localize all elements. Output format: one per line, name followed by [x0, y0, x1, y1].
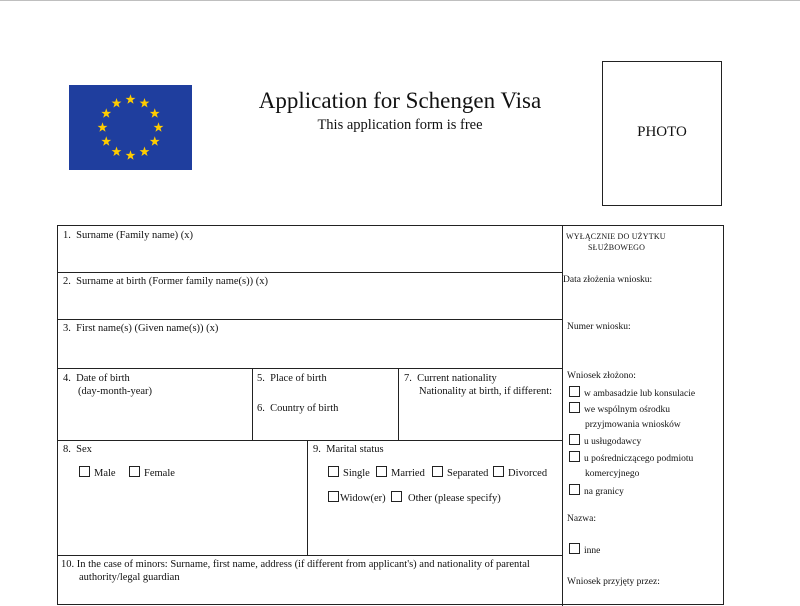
field-first-names[interactable] — [63, 323, 218, 336]
checkbox[interactable] — [391, 491, 402, 502]
field-marital-status-label: Marital status — [326, 444, 384, 455]
field-minors-guardian-label-cont: authority/legal guardian — [79, 571, 180, 583]
checkbox[interactable] — [328, 491, 339, 502]
official-use-heading-line2: SŁUŻBOWEGO — [588, 243, 646, 252]
option-label: Single — [343, 468, 370, 479]
field-number: 8. — [63, 444, 71, 455]
checkbox[interactable] — [493, 466, 504, 477]
field-surname-at-birth[interactable] — [63, 276, 268, 289]
field-nationality-at-birth-label: Nationality at birth, if different: — [419, 385, 553, 397]
option-label: Widow(er) — [340, 493, 386, 504]
col-divider-8-9 — [307, 440, 308, 555]
field-number: 3. — [63, 323, 71, 334]
checkbox[interactable] — [328, 466, 339, 477]
field-surname-at-birth-label: Surname at birth (Former family name(s)) (x) — [76, 276, 268, 287]
field-date-of-birth-label: Date of birth — [76, 373, 130, 384]
checkbox[interactable] — [376, 466, 387, 477]
marital-option-separated[interactable] — [432, 466, 488, 481]
official-option-embassy[interactable] — [569, 386, 695, 400]
option-label: u usługodawcy — [584, 437, 642, 447]
field-number: 5. — [257, 373, 265, 384]
field-number: 4. — [63, 373, 71, 384]
row-divider-3 — [58, 368, 562, 369]
field-number: 7. — [404, 373, 412, 384]
marital-option-other[interactable] — [391, 491, 501, 506]
option-label: Separated — [447, 468, 489, 479]
col-divider-5-7 — [398, 368, 399, 440]
field-place-of-birth[interactable] — [257, 373, 327, 386]
marital-option-divorced[interactable] — [493, 466, 547, 481]
row-divider-5 — [58, 555, 562, 556]
checkbox[interactable] — [569, 402, 580, 413]
option-label: u pośredniczącego podmiotu — [584, 454, 694, 464]
option-label: Male — [94, 468, 116, 479]
form-title: Application for Schengen Visa — [258, 88, 542, 113]
checkbox[interactable] — [569, 484, 580, 495]
row-divider-1 — [58, 272, 562, 273]
option-label: na granicy — [584, 487, 624, 497]
eu-flag-graphic — [69, 85, 192, 170]
checkbox[interactable] — [569, 434, 580, 445]
checkbox[interactable] — [569, 386, 580, 397]
field-surname-label: Surname (Family name) (x) — [76, 230, 194, 241]
option-label: w ambasadzie lub konsulacie — [584, 389, 696, 399]
official-use-heading-line1: WYŁĄCZNIE DO UŻYTKU — [566, 232, 666, 241]
option-label: Female — [144, 468, 175, 479]
option-label: inne — [584, 546, 601, 556]
field-number: 9. — [313, 444, 321, 455]
row-divider-2 — [58, 319, 562, 320]
official-date-label: Data złożenia wniosku: — [563, 275, 653, 285]
field-country-of-birth-label: Country of birth — [270, 403, 339, 414]
field-place-of-birth-label: Place of birth — [270, 373, 327, 384]
official-option-commercial-intermediary[interactable] — [569, 451, 693, 483]
option-label: Other (please specify) — [408, 493, 501, 504]
field-country-of-birth[interactable] — [257, 403, 338, 416]
field-date-of-birth[interactable] — [63, 373, 152, 398]
field-first-names-label: First name(s) (Given name(s)) (x) — [76, 323, 219, 334]
sex-option-female[interactable] — [129, 466, 175, 481]
option-label: Married — [391, 468, 425, 479]
official-accepted-by-label: Wniosek przyjęty przez: — [567, 577, 660, 587]
checkbox[interactable] — [432, 466, 443, 477]
field-sex — [63, 444, 92, 457]
form-subtitle: This application form is free — [317, 117, 483, 133]
marital-option-widower[interactable] — [328, 491, 386, 506]
option-label: Divorced — [508, 468, 548, 479]
field-nationality[interactable] — [404, 373, 552, 398]
official-submitted-label: Wniosek złożono: — [567, 371, 636, 381]
option-label-cont: przyjmowania wniosków — [585, 420, 681, 430]
field-date-of-birth-format: (day-month-year) — [78, 385, 153, 397]
field-number: 1. — [63, 230, 71, 241]
field-minors-guardian-label: 10. In the case of minors: Surname, first name, address (if different from applicant's) and nationality of parental — [61, 559, 530, 570]
col-divider-4-5 — [252, 368, 253, 440]
option-label: we wspólnym ośrodku — [584, 405, 671, 415]
field-marital-status — [313, 444, 384, 457]
official-option-other[interactable] — [569, 543, 600, 557]
checkbox[interactable] — [569, 543, 580, 554]
row-divider-4 — [58, 440, 562, 441]
eu-flag-icon — [69, 85, 192, 170]
sex-option-male[interactable] — [79, 466, 116, 481]
page-top-rule — [0, 0, 800, 1]
field-nationality-label: Current nationality — [417, 373, 497, 384]
photo-box[interactable] — [602, 61, 722, 206]
checkbox[interactable] — [129, 466, 140, 477]
option-label-cont: komercyjnego — [585, 469, 640, 479]
official-use-heading — [566, 231, 666, 253]
checkbox[interactable] — [79, 466, 90, 477]
field-number: 2. — [63, 276, 71, 287]
official-name-label: Nazwa: — [567, 514, 597, 524]
official-option-service-provider[interactable] — [569, 434, 641, 448]
official-option-border[interactable] — [569, 484, 624, 498]
application-form-table — [57, 225, 724, 605]
field-surname[interactable] — [63, 230, 193, 243]
field-sex-label: Sex — [76, 444, 92, 455]
photo-label: PHOTO — [637, 124, 687, 140]
marital-option-single[interactable] — [328, 466, 370, 481]
official-option-common-centre[interactable] — [569, 402, 681, 434]
field-number: 6. — [257, 403, 265, 414]
field-minors-guardian[interactable] — [61, 559, 530, 584]
checkbox[interactable] — [569, 451, 580, 462]
marital-option-married[interactable] — [376, 466, 425, 481]
official-number-label: Numer wniosku: — [567, 322, 631, 332]
